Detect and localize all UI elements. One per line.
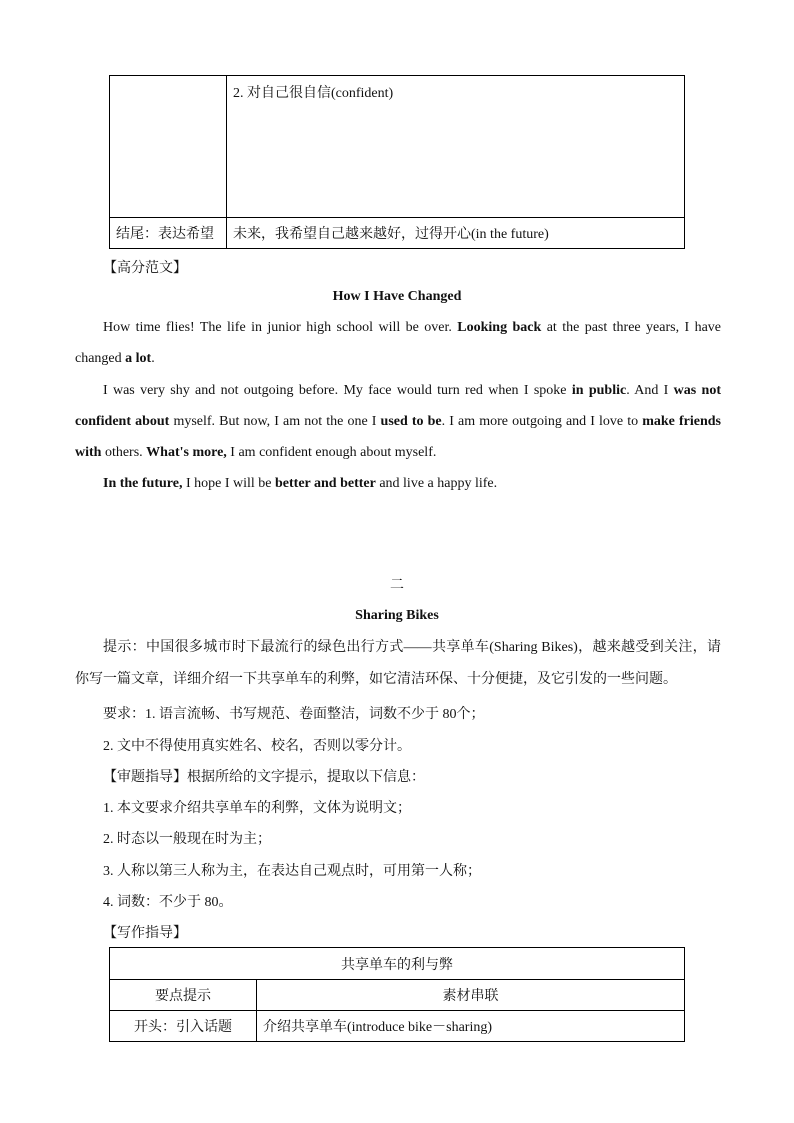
bold-phrase: better and better: [275, 476, 376, 491]
text-segment: at the past three years, I have changed: [75, 320, 721, 366]
table-cell-empty: [110, 76, 227, 218]
text-segment: .: [151, 351, 155, 366]
text-segment: How time flies! The life in junior high school will be over.: [103, 320, 458, 335]
bold-phrase: a lot: [125, 351, 152, 366]
text-segment: myself. But now, I am not the one I: [169, 414, 381, 429]
requirement-1: 要求：1. 语言流畅、书写规范、卷面整洁，词数不少于 80个；: [103, 707, 485, 722]
table-cell-hope: 未来，我希望自己越来越好，过得开心(in the future): [227, 218, 685, 249]
essay-paragraph-2: [75, 375, 721, 468]
guide-item: 4. 词数：不少于 80。: [103, 895, 233, 910]
essay-paragraph-1: [75, 312, 721, 374]
text-segment: I was very shy and not outgoing before. My face would turn red when I spoke: [103, 383, 572, 398]
bold-phrase: make friends with: [75, 414, 721, 460]
writing-prompt: 提示：中国很多城市时下最流行的绿色出行方式——共享单车(Sharing Bikes)，越来越受到关注，请你写一篇文章，详细介绍一下共享单车的利弊，如它清洁环保、十分便捷，及它引发的一些问题。: [75, 640, 721, 687]
section-number: 二: [390, 578, 404, 593]
text-segment: I hope I will be: [182, 476, 275, 491]
guide-intro: 【审题指导】根据所给的文字提示，提取以下信息：: [103, 770, 425, 785]
guide-item: 2. 时态以一般现在时为主；: [103, 832, 271, 847]
table-title: 共享单车的利与弊: [110, 948, 685, 980]
text-segment: . And I: [626, 383, 674, 398]
bold-phrase: was not confident about: [75, 383, 721, 429]
bold-phrase: Looking back: [457, 320, 542, 335]
essay-title: How I Have Changed: [332, 289, 462, 304]
sample-essay-label: 【高分范文】: [103, 261, 187, 276]
table-cell-introduce: 介绍共享单车(introduce bike－sharing): [257, 1011, 685, 1042]
guide-item: 3. 人称以第三人称为主，在表达自己观点时，可用第一人称；: [103, 864, 481, 879]
essay-paragraph-3: [75, 468, 721, 499]
guide-item: 1. 本文要求介绍共享单车的利弊，文体为说明文；: [103, 801, 411, 816]
bold-phrase: used to be: [380, 414, 442, 429]
requirement-2: 2. 文中不得使用真实姓名、校名，否则以零分计。: [103, 739, 411, 754]
table-header-materials: 素材串联: [257, 980, 685, 1011]
table-cell-ending: 结尾：表达希望: [110, 218, 227, 249]
outline-table-top: [109, 75, 685, 249]
text-segment: . I am more outgoing and I love to: [441, 414, 643, 429]
essay2-title: Sharing Bikes: [355, 608, 439, 623]
bold-phrase: What's more,: [146, 445, 227, 460]
bold-phrase: in public: [571, 383, 627, 398]
table-cell-opening: 开头：引入话题: [110, 1011, 257, 1042]
writing-guide-label: 【写作指导】: [103, 926, 187, 941]
table-cell-confident: 2. 对自己很自信(confident): [227, 76, 685, 218]
bold-phrase: In the future,: [103, 476, 183, 491]
text-segment: others.: [101, 445, 147, 460]
outline-table-bottom: [109, 947, 685, 1042]
text-segment: and live a happy life.: [375, 476, 498, 491]
text-segment: I am confident enough about myself.: [226, 445, 437, 460]
table-header-points: 要点提示: [110, 980, 257, 1011]
